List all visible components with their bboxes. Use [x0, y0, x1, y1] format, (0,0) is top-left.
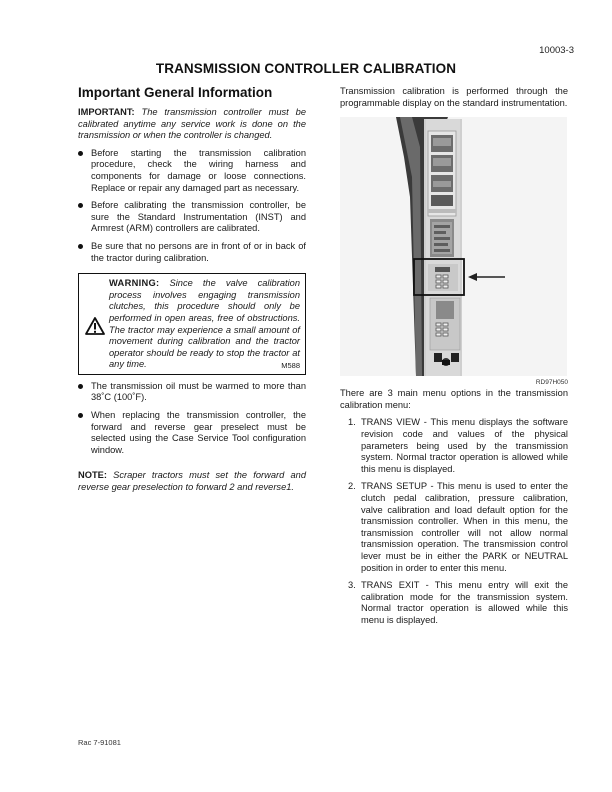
bullet-text: Before calibrating the transmission controller, be sure the Standard Instrumentation (INST) and Armrest (ARM) controllers are calibrated.	[91, 200, 306, 234]
list-item	[348, 417, 568, 475]
list-number: 1.	[348, 417, 356, 428]
list-item	[348, 481, 568, 574]
warning-code: M588	[281, 361, 300, 371]
warning-label: WARNING:	[109, 278, 160, 289]
menu-options-list	[340, 417, 568, 626]
list-item	[78, 381, 306, 404]
section-heading: Important General Information	[78, 85, 273, 100]
note	[78, 470, 306, 493]
warning-text-block	[109, 278, 300, 371]
list-number: 3.	[348, 580, 356, 591]
list-item	[348, 580, 568, 626]
warning-triangle-icon	[85, 317, 105, 335]
list-text: TRANS SETUP - This menu is used to enter the clutch pedal calibration, pressure calibration, valve calibration and load default option for the transmission controller. When in this menu, the transmission controller will not allow normal transmission operation. The transmission control lever must be in either the PARK or NEUTRAL position in order to enter this menu.	[361, 481, 568, 573]
bullet-text: Before starting the transmission calibration procedure, check the wiring harness and components for damage or loose connections. Replace or repair any damaged part as necessary.	[91, 147, 306, 193]
bullet-icon	[78, 151, 83, 156]
bullet-icon	[78, 384, 83, 389]
bullet-text: When replacing the transmission controller, the forward and reverse gear preselect must be selected using the Case Service Tool configuration window.	[91, 410, 306, 455]
list-item	[78, 241, 306, 264]
instrumentation-illustration	[340, 117, 567, 376]
menu-intro: There are 3 main menu options in the transmission calibration menu:	[340, 388, 568, 410]
bullet-icon	[78, 203, 83, 208]
important-notice	[78, 107, 306, 142]
important-label: IMPORTANT:	[78, 107, 135, 117]
page-number: 10003-3	[539, 45, 574, 56]
footer-doc-code: Rac 7-91081	[78, 738, 121, 747]
note-text: Scraper tractors must set the forward and reverse gear preselection to forward 2 and reverse1.	[78, 470, 307, 493]
figure-code: RD97H050	[535, 379, 568, 387]
bullet-text: Be sure that no persons are in front of or in back of the tractor during calibration.	[91, 240, 306, 263]
warning-text: Since the valve calibration process involves engaging transmission clutches, this procedure should only be performed in open areas, free of obstructions. The tractor may experience a small amount of movement during calibration and the tractor operator should be ready to stop the tractor at any time.	[109, 278, 300, 370]
list-text: TRANS EXIT - This menu entry will exit the calibration mode for the transmission system. Normal tractor operation is allowed while this menu is displayed.	[361, 580, 568, 625]
note-label: NOTE:	[78, 470, 107, 481]
intro-paragraph: Transmission calibration is performed through the programmable display on the standard instrumentation.	[340, 86, 568, 108]
list-item	[78, 148, 306, 194]
bullet-text: The transmission oil must be warmed to more than 38˚C (100˚F).	[91, 380, 306, 403]
instrumentation-photo	[340, 117, 567, 376]
list-item	[78, 200, 306, 235]
page-title: TRANSMISSION CONTROLLER CALIBRATION	[155, 61, 457, 76]
right-column	[340, 86, 568, 632]
list-text: TRANS VIEW - This menu displays the software revision code and values of the physical parameters being used by the transmission system. Normal tractor operation is allowed while this menu is displayed.	[361, 417, 568, 474]
left-column	[78, 85, 306, 503]
requirement-list	[78, 381, 306, 457]
important-text: The transmission controller must be calibrated anytime any service work is done on the transmission or when the controller is changed.	[78, 107, 306, 141]
list-number: 2.	[348, 481, 356, 492]
warning-box	[78, 273, 306, 375]
precaution-list	[78, 148, 306, 264]
bullet-icon	[78, 244, 83, 249]
list-item	[78, 410, 306, 456]
bullet-icon	[78, 413, 83, 418]
